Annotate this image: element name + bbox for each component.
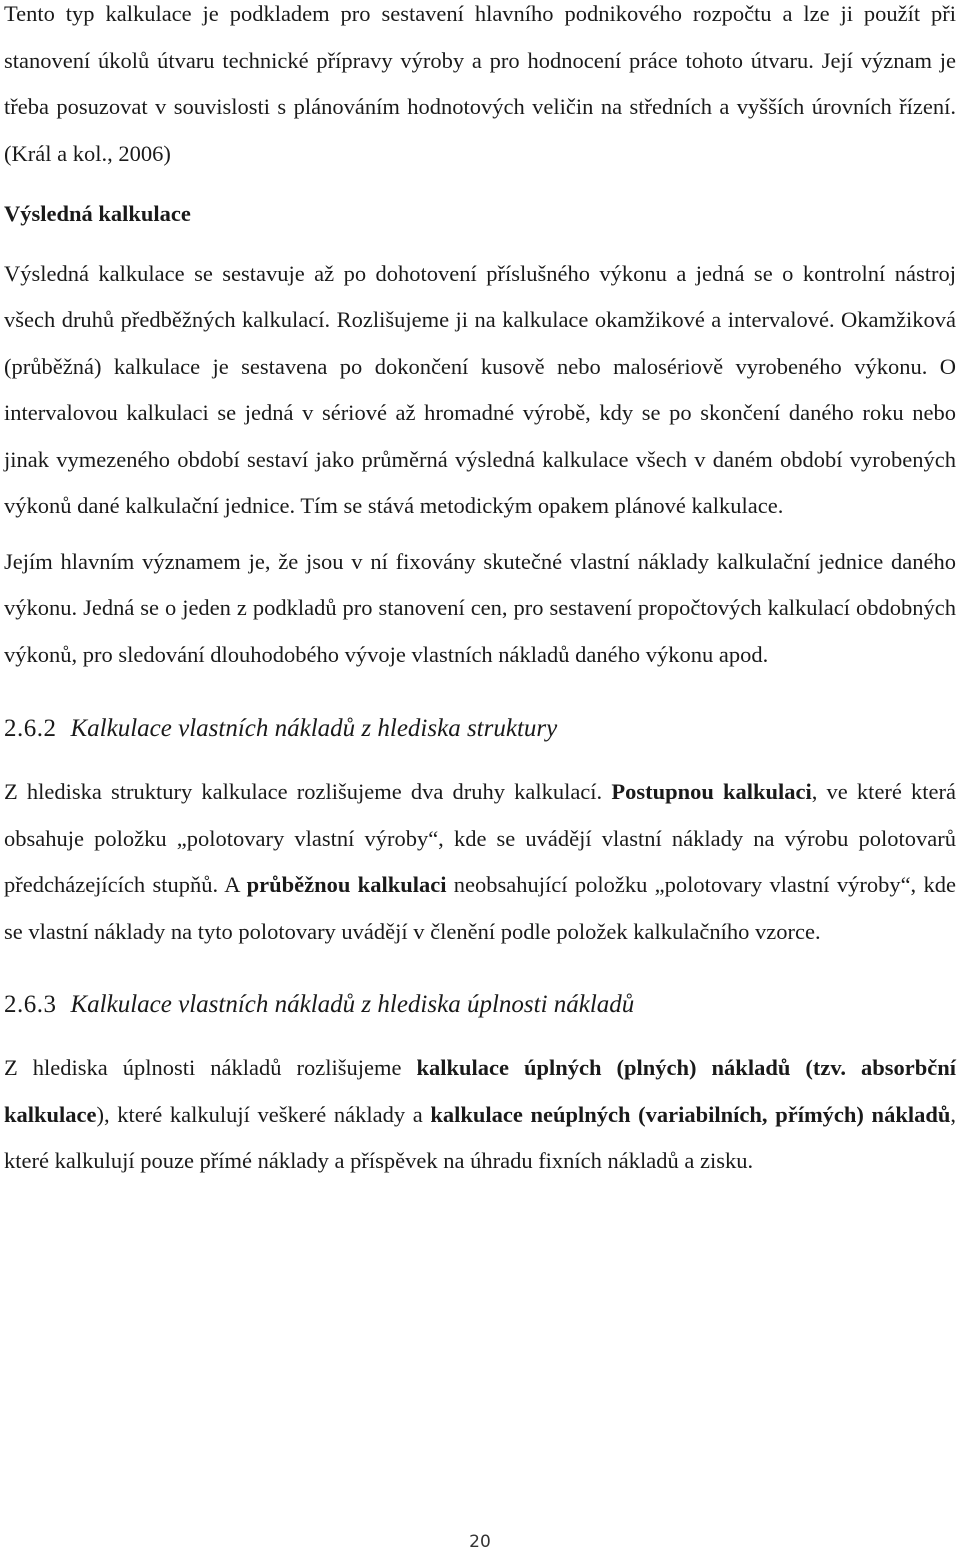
text-span: ), které kalkulují veškeré náklady a xyxy=(96,1101,431,1127)
paragraph-struktura xyxy=(4,769,956,955)
section-number: 2.6.2 xyxy=(4,715,57,742)
text-span: neobsahující položku „polotovary vlastní výroby“, kde se vlastní náklady na tyto polotovary uvádějí v členění podle položek kalkulačního vzorce. xyxy=(4,872,956,944)
text-span: , které kalkulují pouze přímé náklady a příspěvek na úhradu fixních nákladů a zisku. xyxy=(4,1101,956,1173)
bold-term-uplne-naklady: kalkulace úplných (plných) nákladů (tzv. absorbční kalkulace xyxy=(4,1055,956,1127)
bold-term-prubezna: průběžnou kalkulaci xyxy=(246,872,447,897)
section-title: Kalkulace vlastních nákladů z hlediska struktury xyxy=(70,715,558,742)
paragraph-uplnost xyxy=(4,1045,956,1185)
text-span: Z hlediska úplnosti nákladů rozlišujeme xyxy=(4,1055,417,1080)
section-heading-263 xyxy=(4,982,956,1028)
text-span: , ve které která obsahuje položku „polotovary vlastní výroby“, kde se uvádějí vlastní náklady na výrobu polotovarů předcházejících stupňů. A xyxy=(4,779,957,897)
paragraph-intro: Tento typ kalkulace je podkladem pro sestavení hlavního podnikového rozpočtu a lze ji použít při stanovení úkolů útvaru technické přípravy výroby a pro hodnocení práce tohoto útvaru. Její význam je třeba posuzovat v souvislosti s plánováním hodnotových veličin na středních a vyšších úrovních řízení. (Král a kol., 2006) xyxy=(4,1,956,166)
paragraph-vyznam: Jejím hlavním významem je, že jsou v ní fixovány skutečné vlastní náklady kalkulační jednice daného výkonu. Jedná se o jeden z podkladů pro stanovení cen, pro sestavení propočtových kalkulací obdobných výkonů, pro sledování dlouhodobého vývoje vlastních nákladů daného výkonu apod. xyxy=(4,548,956,667)
text-span: Z hlediska struktury kalkulace rozlišujeme dva druhy kalkulací. xyxy=(4,779,612,804)
bold-term-postupna: Postupnou kalkulaci xyxy=(611,779,812,804)
section-heading-262 xyxy=(4,706,956,752)
subheading-vysledna-kalkulace: Výsledná kalkulace xyxy=(4,201,191,226)
section-number: 2.6.3 xyxy=(4,991,57,1018)
page-number: 20 xyxy=(469,1532,491,1552)
section-title: Kalkulace vlastních nákladů z hlediska úplnosti nákladů xyxy=(70,991,635,1018)
paragraph-vysledna-kalkulace: Výsledná kalkulace se sestavuje až po dohotovení příslušného výkonu a jedná se o kontrolní nástroj všech druhů předběžných kalkulací. Rozlišujeme ji na kalkulace okamžikové a intervalové. Okamžiková (průběžná) kalkulace je sestavena po dokončení kusově nebo malosériově vyrobeného výkonu. O intervalovou kalkulaci se jedná v sériové až hromadné výrobě, kdy se po skončení daného roku nebo jinak vymezeného období sestaví jako průměrná výsledná kalkulace všech v daném období vyrobených výkonů dané kalkulační jednice. Tím se stává metodickým opakem plánové kalkulace. xyxy=(4,260,956,518)
page-content xyxy=(4,0,956,1185)
bold-term-neuplne-naklady: kalkulace neúplných (variabilních, přímých) nákladů xyxy=(430,1101,951,1127)
